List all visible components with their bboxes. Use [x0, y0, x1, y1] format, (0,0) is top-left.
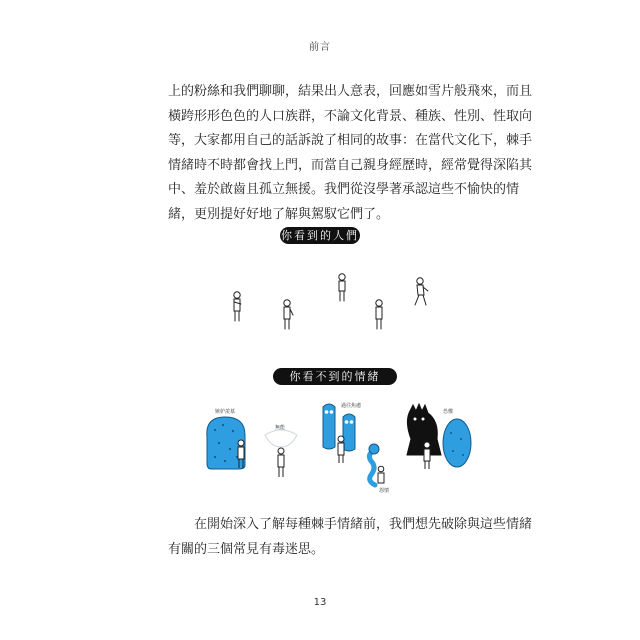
text-line: 中、羞於啟齒且孤立無援。我們從沒學著承認這些不愉快的情: [168, 182, 520, 197]
person-figure: [415, 278, 428, 305]
text-line: 情緒時不時都會找上門，而當自己親身經歷時，經常覺得深陷其: [168, 157, 533, 173]
text-line: 等，大家都用自己的話訴說了相同的故事：在當代文化下，棘手: [168, 133, 533, 148]
person-figure: [284, 300, 293, 329]
emotion-label: 過往焦慮: [341, 403, 362, 409]
person-figure: [376, 300, 382, 329]
fear-shadow: [407, 404, 441, 469]
people-illustration: [215, 265, 445, 340]
anxiety-oval: [443, 419, 471, 467]
resentment-snake: [369, 444, 384, 485]
person-figure: [339, 274, 345, 301]
person-figure: [234, 292, 241, 321]
body-paragraph-1: [168, 80, 533, 227]
text-line: 上的粉絲和我們聊聊，結果出人意表，回應如雪片般飛來，而且: [168, 84, 533, 99]
emotions-illustration: [195, 395, 480, 495]
text-line: 緒，更別提好好地了解與駕馭它們了。: [168, 206, 390, 222]
page-number: 13: [313, 597, 327, 608]
text-line: 有關的三個常見有毒迷思。: [168, 541, 325, 557]
text-line: 在開始深入了解每種棘手情緒前，我們想先破除與這些情緒: [194, 517, 533, 532]
emotion-label: 無能: [275, 425, 286, 431]
envy-monster: [207, 417, 245, 469]
emotion-label: 嫉妒羨慕: [215, 409, 236, 415]
emotion-label: 怨憤: [379, 488, 390, 494]
illustration-banner-emotions: 你看不到的情緒: [273, 368, 397, 385]
illustration-banner-people: 你看到的人們: [281, 229, 359, 242]
helplessness-figure: [265, 430, 297, 477]
anxiety-worms: [323, 404, 355, 463]
running-head: 前言: [309, 42, 331, 53]
text-line: 橫跨形形色色的人口族群，不論文化背景、種族、性別、性取向: [168, 108, 533, 124]
emotion-label: 恐懼: [443, 409, 454, 415]
body-paragraph-2: [168, 513, 533, 562]
